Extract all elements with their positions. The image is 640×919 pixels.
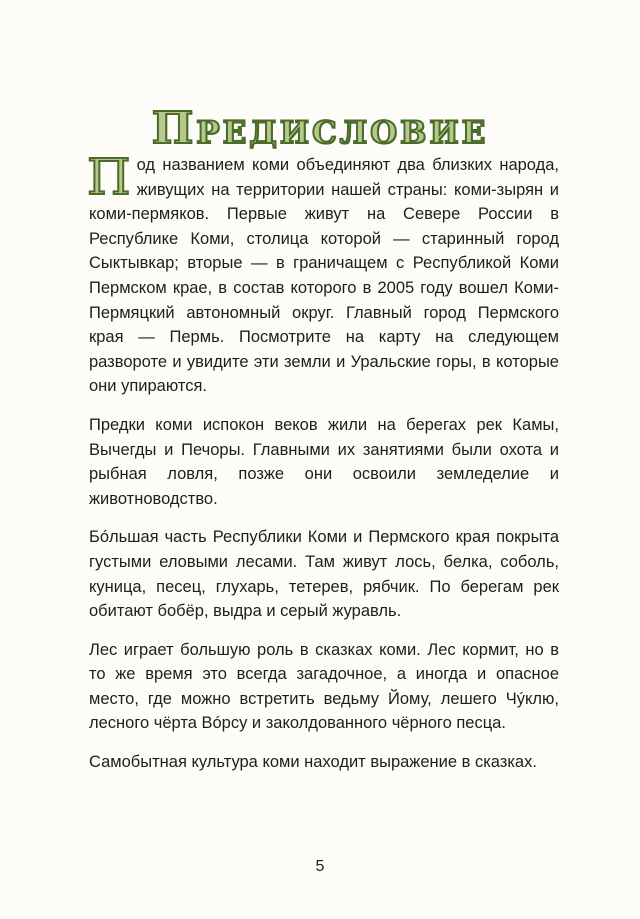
preface-text	[87, 148, 559, 789]
paragraph-5: Самобытная культура коми находит выражение в сказках.	[89, 753, 537, 772]
paragraph-1-text: од названием коми объединяют два близких народа, живущих на территории нашей страны: коми-зырян и коми-пермяков. Первые живут на Севере России в Республике Коми, столица которой — старинный город Сыктывкар; вторые — в граничащем с Республикой Коми Пермском крае, в состав которого в 2005 году вошел Коми-Пермяцкий автономный округ. Главный город Пермского края — Пермь. Посмотрите на карту на следующем развороте и увидите эти земли и Уральские горы, в которые они упираются.	[89, 156, 559, 396]
paragraph-3: Бóльшая часть Республики Коми и Пермского края покрыта густыми еловыми лесами. Там живут лось, белка, соболь, куница, песец, глухарь, тетерев, рябчик. По берегам рек обитают бобёр, выдра и серый журавль.	[89, 528, 559, 621]
paragraph-1	[87, 148, 559, 399]
paragraph-4: Лес играет большую роль в сказках коми. Лес кормит, но в то же время это всегда загадочное, а иногда и опасное место, где можно встретить ведьму Йому, лешего Чýклю, лесного чёрта Вóрсу и заколдованного чёрного песца.	[89, 640, 559, 733]
drop-cap: П	[87, 148, 131, 206]
page-number: 5	[315, 858, 325, 875]
page-title: Предисловие	[151, 103, 489, 155]
paragraph-2: Предки коми испокон веков жили на берегах рек Камы, Вычегды и Печоры. Главными их занятиями были охота и рыбная ловля, позже они освоили земледелие и животноводство.	[89, 415, 559, 508]
